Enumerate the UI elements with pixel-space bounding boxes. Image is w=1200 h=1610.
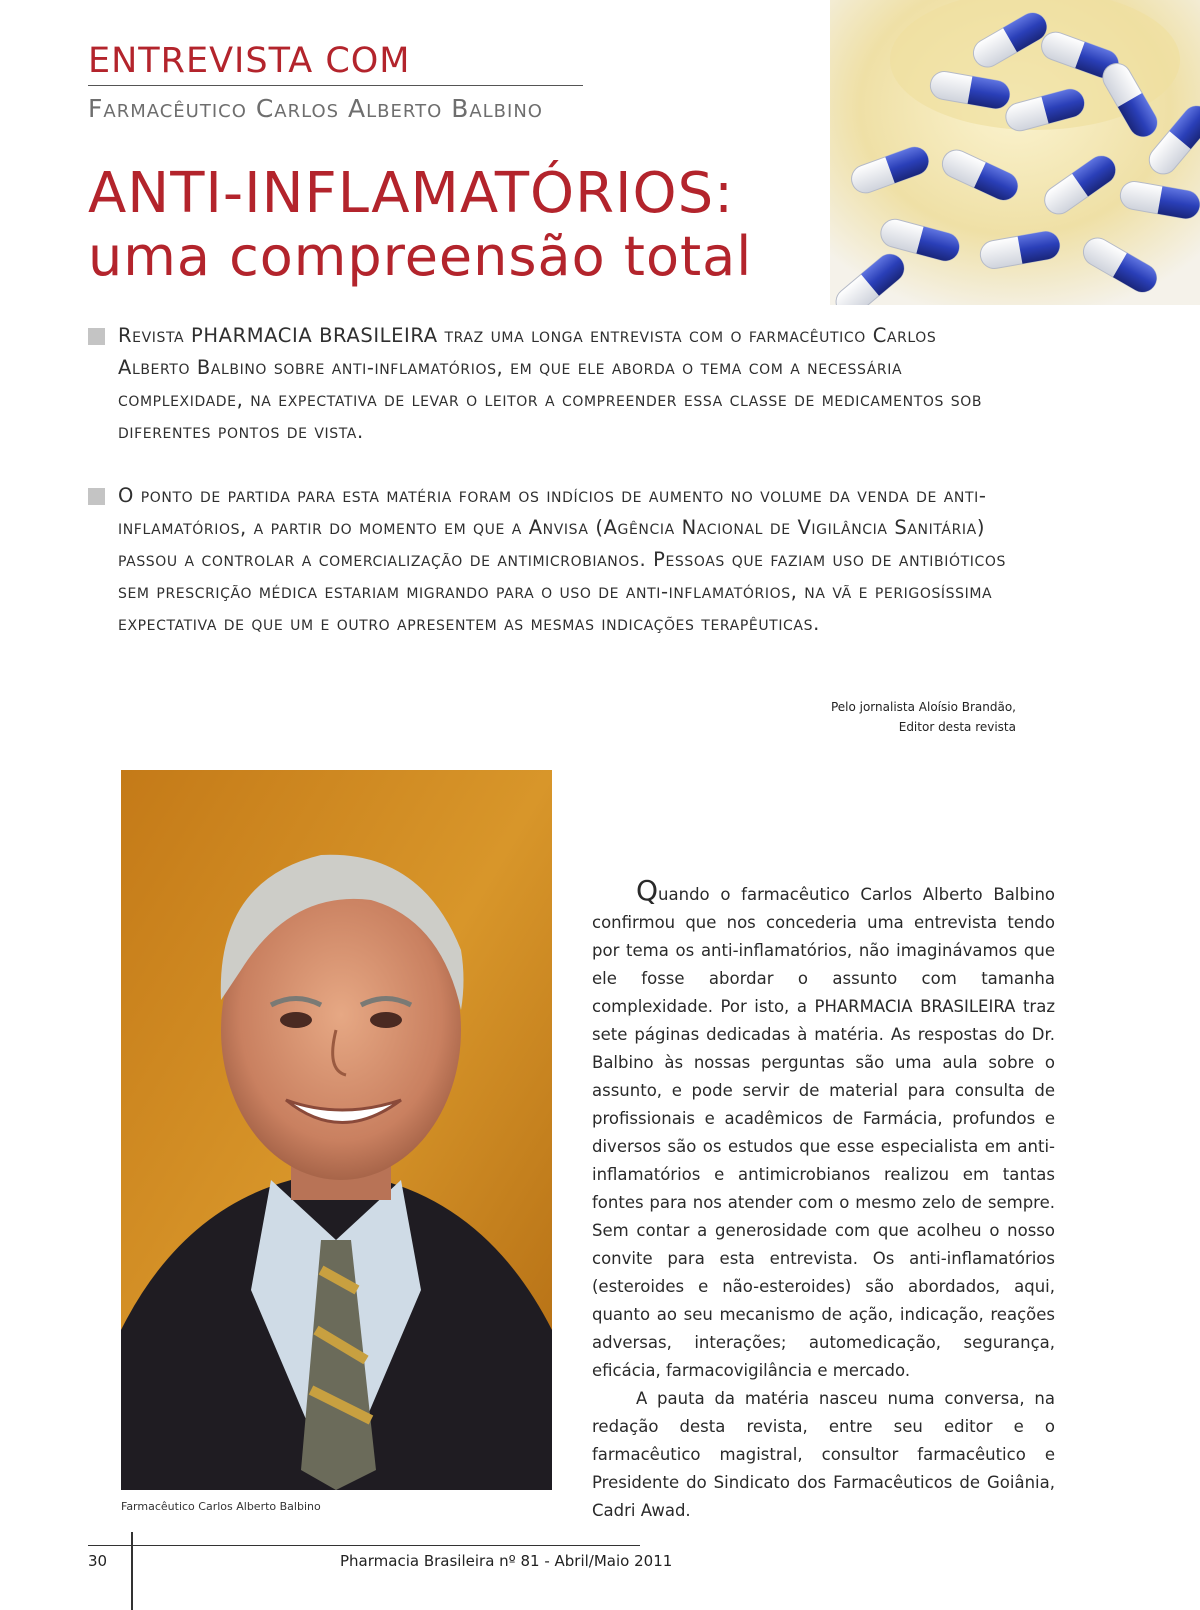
section-kicker: ENTREVISTA COM <box>88 44 583 86</box>
intro-paragraph <box>88 480 1008 640</box>
footer-rule <box>88 1545 640 1546</box>
article-body <box>592 874 1055 1525</box>
byline-role: Editor desta revista <box>898 720 1016 734</box>
body-paragraph <box>592 874 1055 1385</box>
page-number: 30 <box>88 1552 108 1570</box>
bullet-square <box>88 488 105 505</box>
interviewee-subtitle: Farmacêutico Carlos Alberto Balbino <box>88 94 543 123</box>
bullet-square <box>88 328 105 345</box>
publication-info: Pharmacia Brasileira nº 81 - Abril/Maio 2011 <box>340 1552 673 1570</box>
intro-paragraph <box>88 320 1008 448</box>
pills-photo <box>830 0 1200 305</box>
photo-caption: Farmacêutico Carlos Alberto Balbino <box>121 1500 321 1513</box>
article-subtitle: uma compreensão total <box>88 225 753 288</box>
body-paragraph: A pauta da matéria nasceu numa conversa, na redação desta revista, entre seu editor e o farmacêutico magistral, consultor farmacêutico e Presidente do Sindicato dos Farmacêuticos de Goiânia, Cadri Awad. <box>592 1389 1055 1520</box>
interviewee-photo <box>121 770 552 1490</box>
drop-cap: Q <box>636 874 659 907</box>
article-title: ANTI-INFLAMATÓRIOS: <box>88 161 735 226</box>
intro-text: Revista PHARMACIA BRASILEIRA traz uma longa entrevista com o farmacêutico Carlos Alberto Balbino sobre anti-inflamatórios, em que ele aborda o tema com a necessária complexidade, na expectativa de levar o leitor a compreender essa classe de medicamentos sob diferentes pontos de vista. <box>118 324 983 443</box>
intro-text: O ponto de partida para esta matéria foram os indícios de aumento no volume da venda de anti-inflamatórios, a partir do momento em que a Anvisa (Agência Nacional de Vigilância Sanitária) passou a controlar a comercialização de antimicrobianos. Pessoas que faziam uso de antibióticos sem prescrição médica estariam migrando para o uso de anti-inflamatórios, na vã e perigosíssima expectativa de que um e outro apresentem as mesmas indicações terapêuticas. <box>118 484 1006 635</box>
byline <box>700 697 1016 737</box>
byline-author: Pelo jornalista Aloísio Brandão, <box>830 700 1016 714</box>
footer-divider <box>131 1532 133 1610</box>
body-text: uando o farmacêutico Carlos Alberto Balbino confirmou que nos concederia uma entrevista tendo por tema os anti-inflamatórios, não imaginávamos que ele fosse abordar o assunto com tamanha complexidade. Por isto, a PHARMACIA BRASILEIRA traz sete páginas dedicadas à matéria. As respostas do Dr. Balbino às nossas perguntas são uma aula sobre o assunto, e pode servir de material para consulta de profissionais e acadêmicos de Farmácia, profundos e diversos são os estudos que esse especialista em anti-inflamatórios e antimicrobianos realizou em tantas fontes para nos atender com o mesmo zelo de sempre. Sem contar a generosidade com que acolheu o nosso convite para esta entrevista. Os anti-inflamatórios (esteroides e não-esteroides) são abordados, aqui, quanto ao seu mecanismo de ação, indicação, reações adversas, interações; automedicação, segurança, eficácia, farmacovigilância e mercado. <box>592 885 1055 1380</box>
